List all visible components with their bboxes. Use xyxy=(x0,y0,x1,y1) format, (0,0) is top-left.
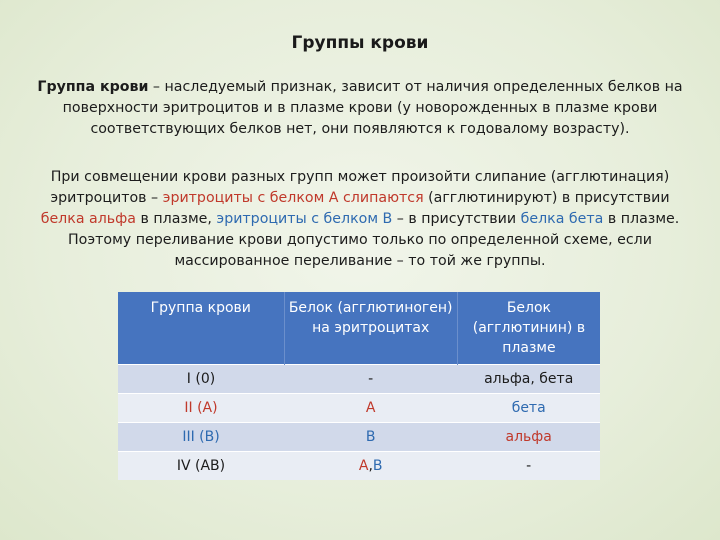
slide-title: Группы крови xyxy=(291,33,429,53)
cell-antigen: B xyxy=(284,423,457,452)
cell-antibody: альфа, бета xyxy=(457,365,600,394)
p2-highlight-beta: белка бета xyxy=(520,211,604,227)
cell-group: I (0) xyxy=(118,365,284,394)
definition-paragraph xyxy=(28,77,692,140)
p2-text-4: – в присутствии xyxy=(392,211,521,227)
cell-antigen: A xyxy=(284,394,457,423)
header-antibody: Белок (агглютинин) в плазме xyxy=(457,292,600,365)
blood-group-table xyxy=(118,292,600,480)
cell-antigen-sep: , xyxy=(368,458,373,474)
p2-text-1: При совмещении крови разных групп может произойти слипание (агглютинация) эритроцитов – xyxy=(50,169,670,206)
table-row xyxy=(118,365,600,394)
p2-highlight-a-antigen: эритроциты с белком А слипаются xyxy=(162,190,424,206)
cell-antigen-b: B xyxy=(372,458,383,474)
definition-text: – наследуемый признак, зависит от наличия определенных белков на поверхности эритроцитов и в плазме крови (у новорожденных в плазме крови соответствующих белков нет, они появляются к годовалому возрасту). xyxy=(62,79,683,137)
table-row xyxy=(118,452,600,481)
cell-antibody: бета xyxy=(457,394,600,423)
header-antigen: Белок (агглютиноген) на эритроцитах xyxy=(284,292,457,365)
p2-text-3: в плазме, xyxy=(135,211,217,227)
p2-text-2: (агглютинируют) в присутствии xyxy=(423,190,670,206)
cell-antibody: альфа xyxy=(457,423,600,452)
cell-group: IV (AB) xyxy=(118,452,284,481)
table-header-row xyxy=(118,292,600,365)
table-row xyxy=(118,394,600,423)
definition-term: Группа крови xyxy=(37,79,149,95)
cell-antigen: - xyxy=(284,365,457,394)
cell-group: II (A) xyxy=(118,394,284,423)
table-row xyxy=(118,423,600,452)
p2-text-5: в плазме. Поэтому переливание крови допустимо только по определенной схеме, если массированное переливание – то той же группы. xyxy=(68,211,680,269)
cell-antigen-a: A xyxy=(358,458,369,474)
cell-group: III (B) xyxy=(118,423,284,452)
agglutination-paragraph xyxy=(28,167,692,272)
cell-antibody: - xyxy=(457,452,600,481)
p2-highlight-alpha: белка альфа xyxy=(40,211,136,227)
cell-antigen xyxy=(284,452,457,481)
p2-highlight-b-antigen: эритроциты с белком В xyxy=(216,211,393,227)
header-group: Группа крови xyxy=(118,292,284,365)
